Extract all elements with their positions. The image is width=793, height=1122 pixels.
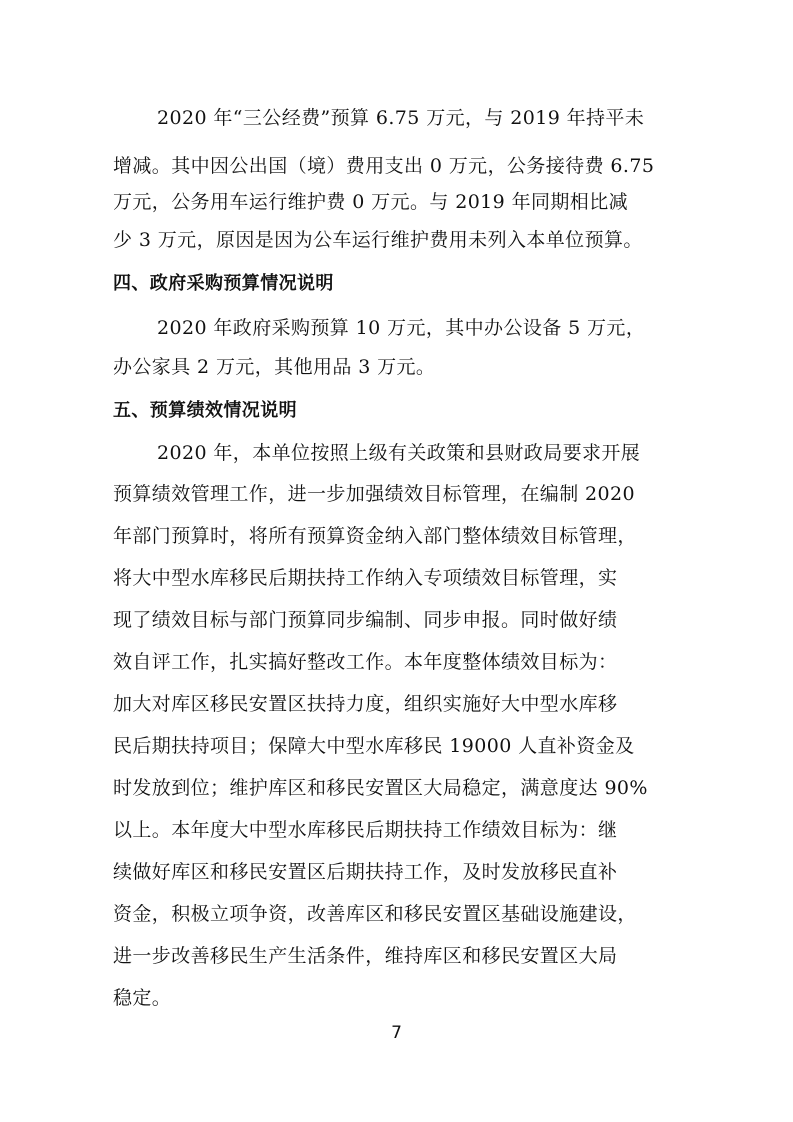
section-heading: 五、预算绩效情况说明 xyxy=(113,400,297,421)
paragraph-line: 现了绩效目标与部门预算同步编制、同步申报。同时做好绩 xyxy=(113,609,618,631)
paragraph-line: 民后期扶持项目；保障大中型水库移民 19000 人直补资金及 xyxy=(113,735,635,757)
paragraph-line: 2020 年“三公经费”预算 6.75 万元，与 2019 年持平未 xyxy=(157,107,645,129)
paragraph-line: 增减。其中因公出国（境）费用支出 0 万元，公务接待费 6.75 xyxy=(113,155,655,177)
paragraph-line: 时发放到位；维护库区和移民安置区大局稳定，满意度达 90% xyxy=(113,777,648,799)
paragraph-line: 加大对库区移民安置区扶持力度，组织实施好大中型水库移 xyxy=(113,693,618,715)
paragraph-line: 万元，公务用车运行维护费 0 万元。与 2019 年同期相比减 xyxy=(113,191,629,213)
paragraph-line: 以上。本年度大中型水库移民后期扶持工作绩效目标为：继 xyxy=(113,819,618,841)
paragraph-line: 年部门预算时，将所有预算资金纳入部门整体绩效目标管理， xyxy=(113,525,637,547)
paragraph-line: 2020 年，本单位按照上级有关政策和县财政局要求开展 xyxy=(157,442,641,464)
paragraph-line: 将大中型水库移民后期扶持工作纳入专项绩效目标管理，实 xyxy=(113,567,618,589)
paragraph-line: 续做好库区和移民安置区后期扶持工作，及时发放移民直补 xyxy=(113,861,618,883)
paragraph-line: 2020 年政府采购预算 10 万元，其中办公设备 5 万元， xyxy=(157,317,646,339)
paragraph-line: 效自评工作，扎实搞好整改工作。本年度整体绩效目标为： xyxy=(113,651,618,673)
paragraph-line: 进一步改善移民生产生活条件，维持库区和移民安置区大局 xyxy=(113,945,618,967)
paragraph-line: 办公家具 2 万元，其他用品 3 万元。 xyxy=(113,356,436,378)
page-number: 7 xyxy=(391,1023,402,1043)
paragraph-line: 预算绩效管理工作，进一步加强绩效目标管理，在编制 2020 xyxy=(113,483,635,505)
paragraph-line: 稳定。 xyxy=(113,987,172,1009)
paragraph-line: 资金，积极立项争资，改善库区和移民安置区基础设施建设， xyxy=(113,903,637,925)
paragraph-line: 少 3 万元，原因是因为公车运行维护费用未列入本单位预算。 xyxy=(113,229,643,251)
section-heading: 四、政府采购预算情况说明 xyxy=(113,273,334,294)
